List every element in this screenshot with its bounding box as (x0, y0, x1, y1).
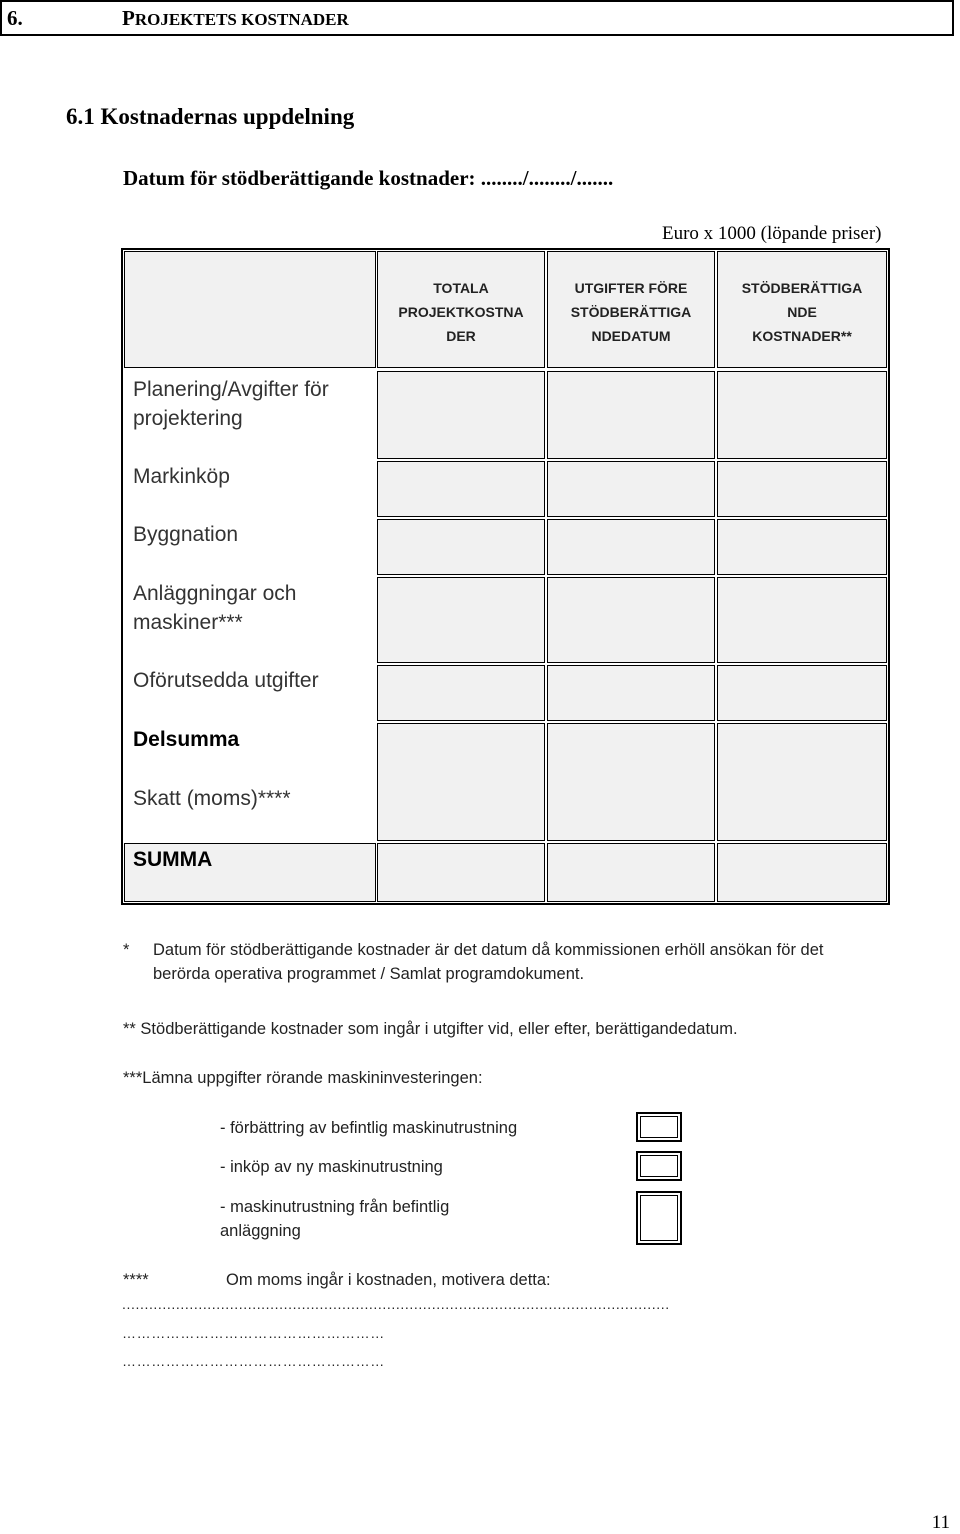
footnote-4-text: Om moms ingår i kostnaden, motivera detta: (226, 1271, 551, 1289)
row-label-oforutsedda: Oförutsedda utgifter (133, 669, 319, 692)
page-number: 11 (931, 1512, 950, 1533)
cell-oforutsedda-before[interactable] (547, 665, 715, 721)
cell-markinkop-total[interactable] (377, 461, 545, 517)
cell-byggnation-total[interactable] (377, 519, 545, 575)
cell-summa-eligible[interactable] (717, 843, 887, 902)
subsection-title: 6.1 Kostnadernas uppdelning (66, 104, 355, 129)
row-label-planering: Planering/Avgifter för projektering (133, 378, 329, 430)
cell-byggnation-eligible[interactable] (717, 519, 887, 575)
footnote-2: ** Stödberättigande kostnader som ingår i utgifter vid, eller efter, berättigandedatum. (123, 1020, 738, 1038)
option-existing-plant: - maskinutrustning från befintlig anläggning (220, 1198, 450, 1240)
column-header-eligible: STÖDBERÄTTIGA NDE KOSTNADER** (741, 280, 863, 344)
footnote-4-marker: **** (123, 1271, 149, 1289)
cell-delsumma-total[interactable] (377, 723, 545, 841)
cell-anlaggningar-eligible[interactable] (717, 577, 887, 663)
cell-oforutsedda-eligible[interactable] (717, 665, 887, 721)
cell-planering-before[interactable] (547, 371, 715, 459)
checkbox-new-purchase[interactable] (636, 1151, 682, 1181)
row-label-summa: SUMMA (133, 848, 213, 871)
cell-anlaggningar-before[interactable] (547, 577, 715, 663)
cell-summa-before[interactable] (547, 843, 715, 902)
footnote-3: ***Lämna uppgifter rörande maskininvesteringen: (123, 1069, 483, 1087)
answer-line-3[interactable]: ……………………………………………… (122, 1353, 385, 1369)
footnote-1-line1: Datum för stödberättigande kostnader är det datum då kommissionen erhöll ansökan för det (153, 941, 824, 959)
cell-summa-total[interactable] (377, 843, 545, 902)
row-label-skatt: Skatt (moms)**** (133, 787, 291, 810)
cell-byggnation-before[interactable] (547, 519, 715, 575)
option-improvement: - förbättring av befintlig maskinutrustning (220, 1119, 518, 1137)
cell-planering-eligible[interactable] (717, 371, 887, 459)
cell-anlaggningar-total[interactable] (377, 577, 545, 663)
footnote-1-line2: berörda operativa programmet / Samlat programdokument. (153, 965, 585, 983)
answer-line-2[interactable]: ……………………………………………… (122, 1325, 385, 1341)
footnote-1-marker: * (123, 941, 130, 959)
cell-planering-total[interactable] (377, 371, 545, 459)
cell-oforutsedda-total[interactable] (377, 665, 545, 721)
checkbox-existing-plant[interactable] (636, 1191, 682, 1245)
cell-markinkop-eligible[interactable] (717, 461, 887, 517)
option-new-purchase: - inköp av ny maskinutrustning (220, 1158, 443, 1176)
row-label-markinkop: Markinköp (133, 465, 230, 488)
row-label-delsumma: Delsumma (133, 728, 240, 751)
section-header (0, 0, 954, 36)
header-empty-cell (124, 251, 376, 368)
date-line: Datum för stödberättigande kostnader: ......../......../....... (123, 166, 614, 190)
column-header-before-date: UTGIFTER FÖRE STÖDBERÄTTIGA NDEDATUM (570, 280, 692, 344)
section-title: PROJEKTETS KOSTNADER (122, 6, 349, 30)
checkbox-improvement[interactable] (636, 1112, 682, 1142)
row-label-byggnation: Byggnation (133, 523, 239, 546)
row-label-anlaggningar: Anläggningar och maskiner*** (133, 582, 297, 634)
unit-note: Euro x 1000 (löpande priser) (662, 223, 882, 244)
section-number: 6. (7, 6, 23, 30)
column-header-total: TOTALA PROJEKTKOSTNA DER (398, 280, 524, 344)
cell-delsumma-eligible[interactable] (717, 723, 887, 841)
cell-markinkop-before[interactable] (547, 461, 715, 517)
answer-line-1[interactable]: .......................................................................................................................... (122, 1296, 670, 1312)
cell-delsumma-before[interactable] (547, 723, 715, 841)
